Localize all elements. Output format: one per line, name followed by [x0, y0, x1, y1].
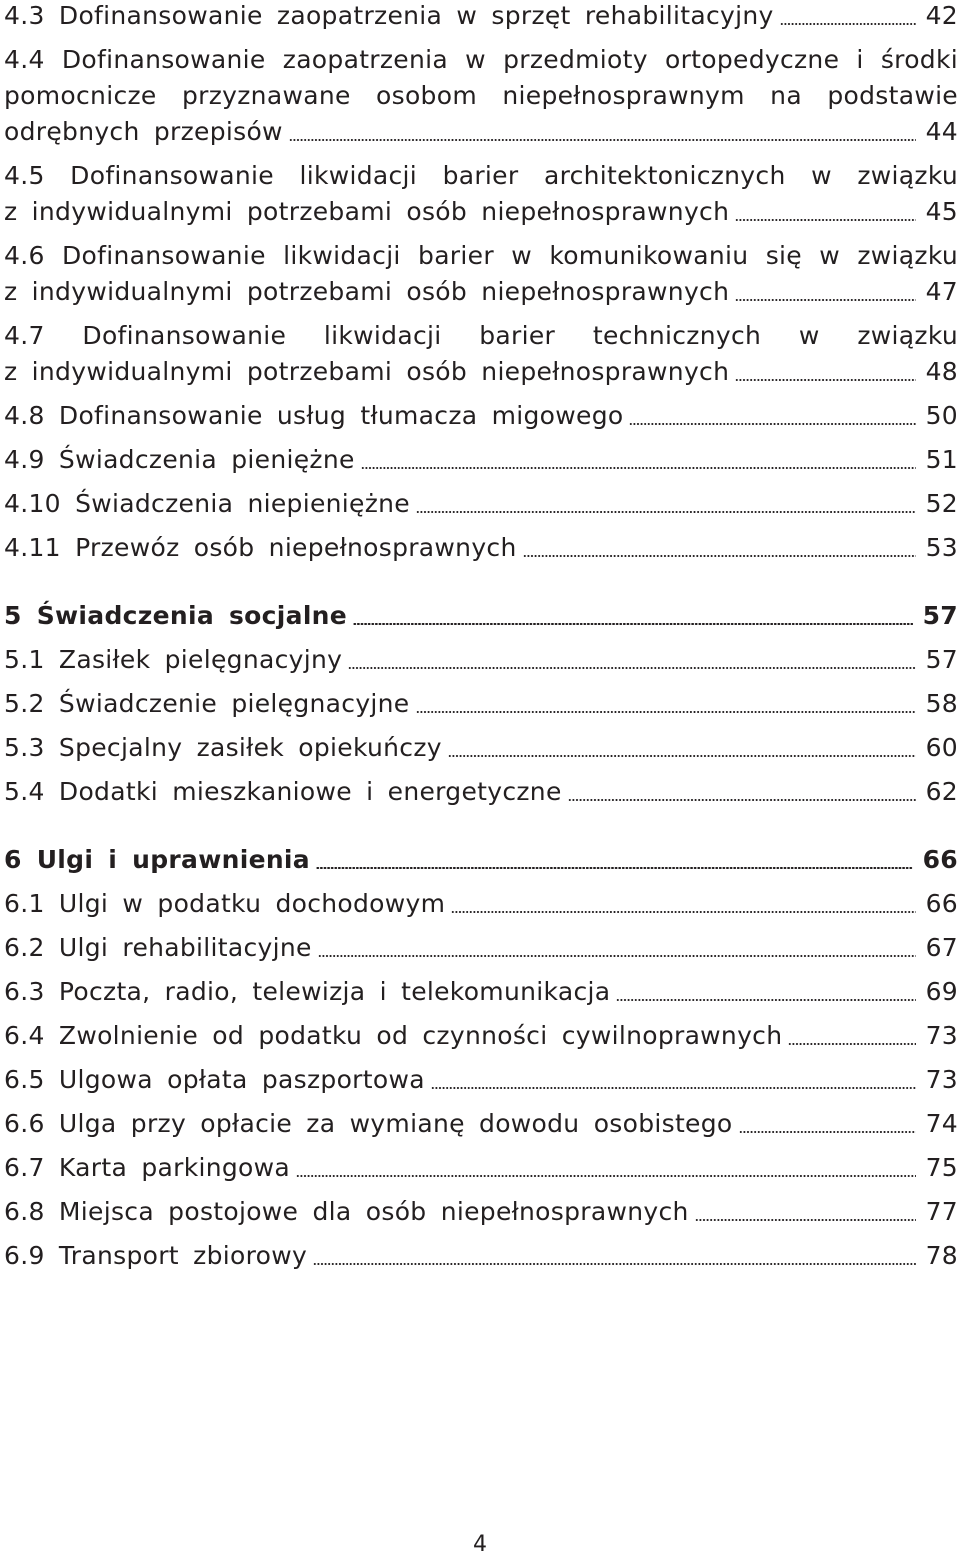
- toc-entry-title: 6.1 Ulgi w podatku dochodowym: [4, 889, 446, 918]
- toc-page-number: 48: [925, 357, 958, 386]
- toc-entry-title-line: 4.7 Dofinansowanie likwidacji barier technicznych w związku: [4, 321, 958, 350]
- dot-leader: [629, 423, 915, 425]
- toc-entry-title-line: 4.5 Dofinansowanie likwidacji barier architektonicznych w związku: [4, 161, 958, 190]
- toc-entry[interactable]: [4, 1238, 958, 1274]
- toc-page-number: 75: [925, 1153, 958, 1182]
- dot-leader: [353, 623, 913, 625]
- toc-entry[interactable]: [4, 0, 958, 34]
- toc-entry-title: 4.11 Przewóz osób niepełnosprawnych: [4, 533, 517, 562]
- toc-entry-title: 6.4 Zwolnienie od podatku od czynności cywilnoprawnych: [4, 1021, 783, 1050]
- toc-entry[interactable]: [4, 530, 958, 566]
- dot-leader: [788, 1043, 915, 1045]
- toc-entry-title: 5.1 Zasiłek pielęgnacyjny: [4, 645, 343, 674]
- toc-page-number: 73: [925, 1065, 958, 1094]
- toc-entry-title: 6.3 Poczta, radio, telewizja i telekomunikacja: [4, 977, 611, 1006]
- toc-entry-title: 6.9 Transport zbiorowy: [4, 1241, 308, 1270]
- toc-entry[interactable]: [4, 730, 958, 766]
- toc-entry[interactable]: [4, 238, 958, 310]
- toc-entry-title: 5.2 Świadczenie pielęgnacyjne: [4, 689, 410, 718]
- toc-entry-last-line: [4, 194, 958, 230]
- toc-entry[interactable]: [4, 442, 958, 478]
- toc-page-number: 51: [925, 445, 958, 474]
- toc-entry-last-line: [4, 114, 958, 150]
- toc-page-number: 77: [925, 1197, 958, 1226]
- toc-entry[interactable]: [4, 886, 958, 922]
- dot-leader: [448, 755, 916, 757]
- toc-entry-title: 6.5 Ulgowa opłata paszportowa: [4, 1065, 425, 1094]
- toc-page-number: 53: [925, 533, 958, 562]
- toc-page-number: 57: [925, 645, 958, 674]
- toc-page-number: 45: [925, 197, 958, 226]
- toc-entry-title: 6.6 Ulga przy opłacie za wymianę dowodu osobistego: [4, 1109, 733, 1138]
- page-number: 4: [473, 1532, 487, 1557]
- toc-entry-title: 6 Ulgi i uprawnienia: [4, 845, 310, 874]
- toc-entry-title: 6.8 Miejsca postojowe dla osób niepełnosprawnych: [4, 1197, 689, 1226]
- toc-entry-title: odrębnych przepisów: [4, 117, 283, 146]
- toc-entry[interactable]: [4, 1150, 958, 1186]
- toc-entry-title: z indywidualnymi potrzebami osób niepełnosprawnych: [4, 357, 730, 386]
- dot-leader: [451, 911, 915, 913]
- toc-page-number: 66: [925, 889, 958, 918]
- dot-leader: [348, 667, 915, 669]
- dot-leader: [735, 299, 915, 301]
- toc-page-number: 57: [922, 601, 958, 630]
- dot-leader: [361, 467, 916, 469]
- dot-leader: [735, 219, 915, 221]
- toc-entry[interactable]: [4, 642, 958, 678]
- toc-page-number: 62: [925, 777, 958, 806]
- toc-page-number: 67: [925, 933, 958, 962]
- toc-entry[interactable]: [4, 1062, 958, 1098]
- toc-entry[interactable]: [4, 1018, 958, 1054]
- toc-entry-title: 4.8 Dofinansowanie usług tłumacza migowego: [4, 401, 624, 430]
- toc-entry-title: 5.3 Specjalny zasiłek opiekuńczy: [4, 733, 442, 762]
- dot-leader: [416, 711, 916, 713]
- dot-leader: [739, 1131, 916, 1133]
- toc-page-number: 44: [925, 117, 958, 146]
- toc-entry[interactable]: [4, 686, 958, 722]
- toc-chapter-entry[interactable]: [4, 598, 958, 634]
- toc-page-number: 58: [925, 689, 958, 718]
- toc-page-number: 42: [925, 1, 958, 30]
- toc-page-number: 66: [922, 845, 958, 874]
- toc-entry-title: 4.9 Świadczenia pieniężne: [4, 445, 355, 474]
- toc-entry[interactable]: [4, 398, 958, 434]
- toc-page-number: 74: [925, 1109, 958, 1138]
- toc-page-number: 50: [925, 401, 958, 430]
- dot-leader: [289, 139, 916, 141]
- toc-page-number: 52: [925, 489, 958, 518]
- toc-entry[interactable]: [4, 1106, 958, 1142]
- toc-entry[interactable]: [4, 42, 958, 150]
- toc-entry-last-line: [4, 354, 958, 390]
- toc-entry[interactable]: [4, 486, 958, 522]
- dot-leader: [568, 799, 916, 801]
- toc-entry[interactable]: [4, 774, 958, 810]
- toc-entry-title: 6.2 Ulgi rehabilitacyjne: [4, 933, 312, 962]
- toc-page-number: 78: [925, 1241, 958, 1270]
- toc-chapter-entry[interactable]: [4, 842, 958, 878]
- dot-leader: [318, 955, 916, 957]
- toc-page-number: 47: [925, 277, 958, 306]
- dot-leader: [416, 511, 916, 513]
- toc-entry[interactable]: [4, 930, 958, 966]
- dot-leader: [695, 1219, 916, 1221]
- toc-entry-title-line: 4.4 Dofinansowanie zaopatrzenia w przedmioty ortopedyczne i środki: [4, 45, 958, 74]
- toc-entry[interactable]: [4, 1194, 958, 1230]
- toc-entry-title-line: pomocnicze przyznawane osobom niepełnosprawnym na podstawie: [4, 81, 958, 110]
- toc-entry-title-line: 4.6 Dofinansowanie likwidacji barier w komunikowaniu się w związku: [4, 241, 958, 270]
- dot-leader: [735, 379, 915, 381]
- toc-page-number: 73: [925, 1021, 958, 1050]
- toc-entry-title: 4.10 Świadczenia niepieniężne: [4, 489, 410, 518]
- dot-leader: [780, 23, 916, 25]
- toc-entry-title: 5 Świadczenia socjalne: [4, 601, 348, 630]
- toc-entry-title: 6.7 Karta parkingowa: [4, 1153, 290, 1182]
- toc-entry[interactable]: [4, 158, 958, 230]
- dot-leader: [316, 867, 913, 869]
- toc-page-number: 60: [925, 733, 958, 762]
- dot-leader: [296, 1175, 916, 1177]
- dot-leader: [431, 1087, 916, 1089]
- dot-leader: [313, 1263, 916, 1265]
- toc-entry[interactable]: [4, 974, 958, 1010]
- dot-leader: [523, 555, 916, 557]
- toc-entry-title: 5.4 Dodatki mieszkaniowe i energetyczne: [4, 777, 562, 806]
- dot-leader: [616, 999, 915, 1001]
- table-of-contents: [4, 0, 958, 1274]
- toc-page-number: 69: [925, 977, 958, 1006]
- toc-entry-last-line: [4, 274, 958, 310]
- toc-entry-title: 4.3 Dofinansowanie zaopatrzenia w sprzęt rehabilitacyjny: [4, 1, 774, 30]
- toc-entry-title: z indywidualnymi potrzebami osób niepełnosprawnych: [4, 197, 730, 226]
- toc-entry-title: z indywidualnymi potrzebami osób niepełnosprawnych: [4, 277, 730, 306]
- toc-entry[interactable]: [4, 318, 958, 390]
